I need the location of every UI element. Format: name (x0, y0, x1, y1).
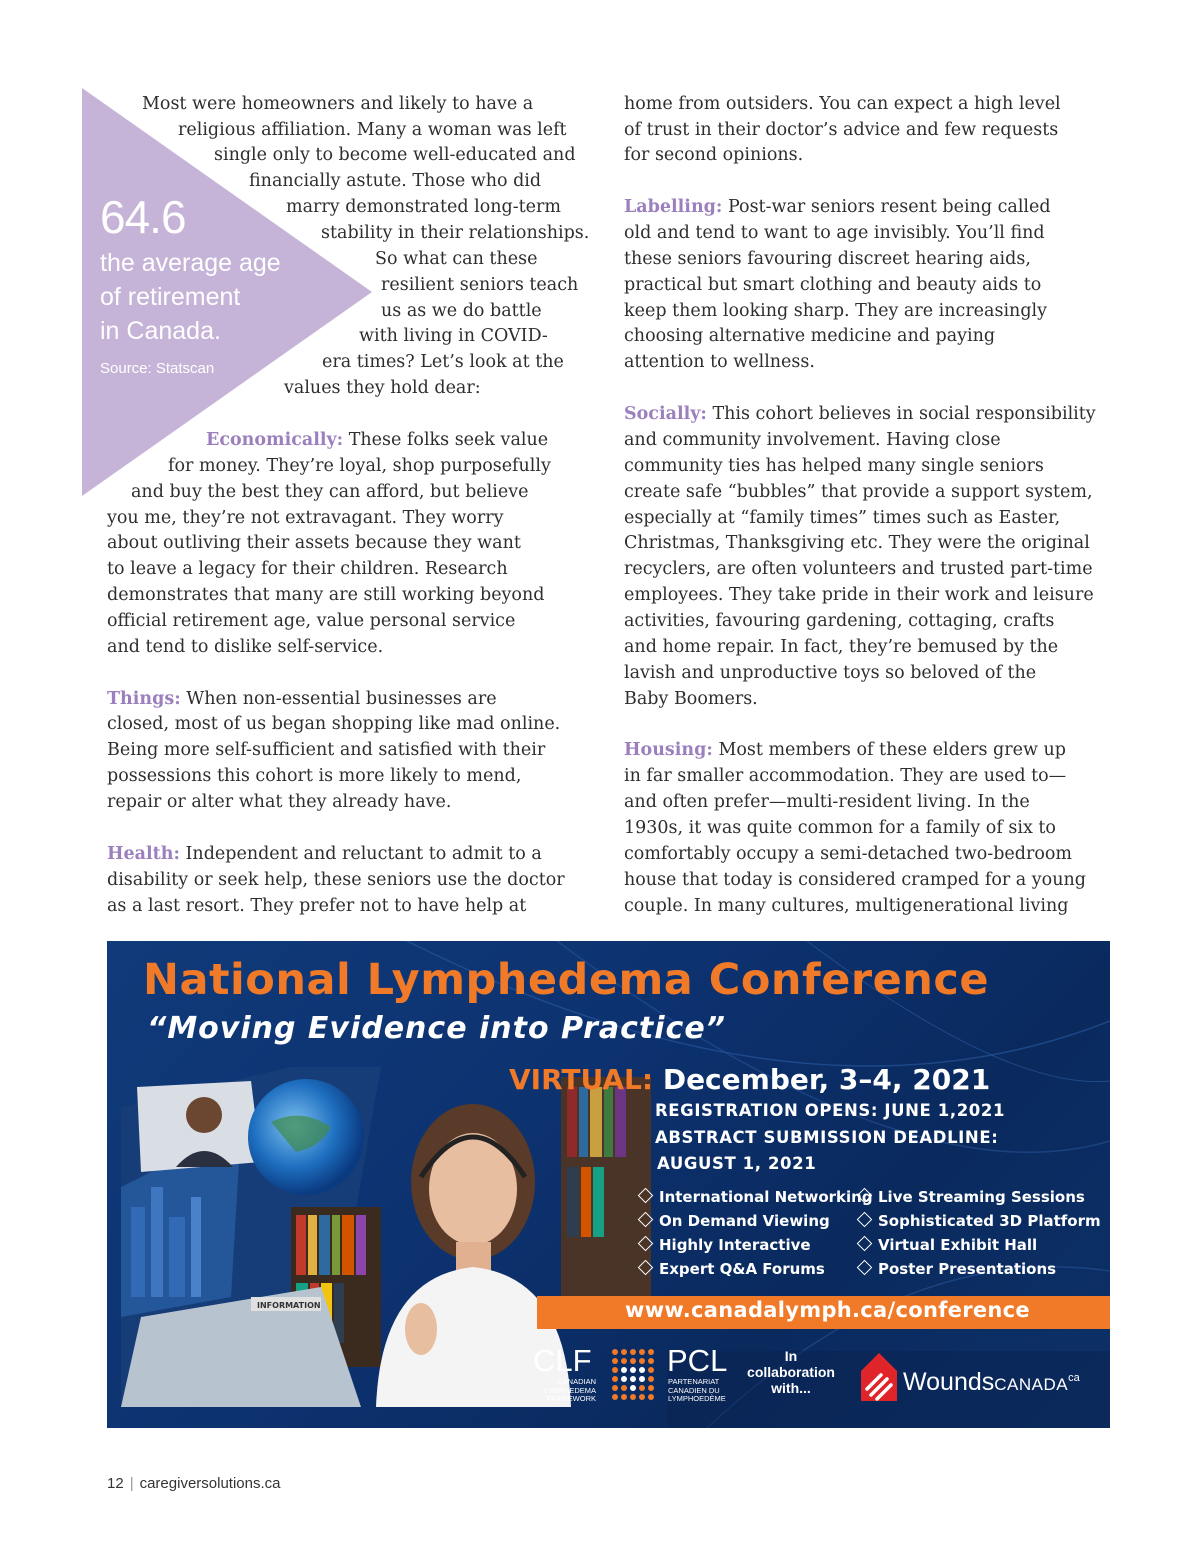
section-socially: Socially: This cohort believes in social responsibility (624, 404, 1096, 424)
section-label: Housing: (624, 740, 713, 760)
diamond-icon (638, 1212, 654, 1228)
section-label: Labelling: (624, 197, 723, 217)
body-line: employees. They take pride in their work and leisure (624, 585, 1094, 605)
stat-source: Source: Statscan (100, 360, 215, 377)
body-line: practical but smart clothing and beauty aids to (624, 275, 1042, 295)
body-line: marry demonstrated long-term (286, 197, 562, 217)
body-line: these seniors favouring discreet hearing aids, (624, 249, 1031, 269)
body-line: for second opinions. (624, 145, 804, 165)
section-health: Health: Independent and reluctant to admit to a (107, 844, 542, 864)
section-housing: Housing: Most members of these elders grew up (624, 740, 1066, 760)
body-line: and often prefer—multi-resident living. In the (624, 792, 1030, 812)
clf-logo-text: CANADIAN LYMPHEDEMA FRAMEWORK (544, 1377, 596, 1403)
feature-item: Sophisticated 3D Platform (859, 1212, 1101, 1230)
body-line: official retirement age, value personal service (107, 611, 516, 631)
body-line: with living in COVID- (359, 326, 548, 346)
conference-ad[interactable] (107, 941, 1110, 1428)
body-line: activities, favouring gardening, cottaging, crafts (624, 611, 1055, 631)
feature-item: Live Streaming Sessions (859, 1188, 1085, 1206)
svg-text:INFORMATION: INFORMATION (257, 1301, 321, 1310)
footer-site: caregiversolutions.ca (139, 1475, 281, 1492)
ad-registration: REGISTRATION OPENS: JUNE 1,2021 (655, 1101, 1006, 1120)
body-line: Most were homeowners and likely to have a (142, 94, 534, 114)
ad-subtitle: “Moving Evidence into Practice” (147, 1011, 726, 1046)
diamond-icon (857, 1212, 873, 1228)
body-line: 1930s, it was quite common for a family of six to (624, 818, 1056, 838)
section-label: Socially: (624, 404, 707, 424)
wounds-canada-icon (859, 1351, 899, 1403)
body-line: financially astute. Those who did (249, 171, 542, 191)
body-line: values they hold dear: (284, 378, 481, 398)
diamond-icon (638, 1260, 654, 1276)
section-labelling: Labelling: Post-war seniors resent being called (624, 197, 1051, 217)
diamond-icon (638, 1188, 654, 1204)
body-line: couple. In many cultures, multigenerational living (624, 896, 1069, 916)
stat-number: 64.6 (100, 191, 186, 243)
body-line: Baby Boomers. (624, 689, 758, 709)
clf-logo: CLF (533, 1343, 592, 1378)
body-line: as a last resort. They prefer not to have help at (107, 896, 527, 916)
body-line: resilient seniors teach (381, 275, 579, 295)
body-line: possessions this cohort is more likely to mend, (107, 766, 522, 786)
section-label: Things: (107, 689, 181, 709)
body-line: and community involvement. Having close (624, 430, 1001, 450)
body-line: recyclers, are often volunteers and trusted part-time (624, 559, 1093, 579)
stat-caption-line: of retirement (100, 283, 241, 311)
body-line: closed, most of us began shopping like mad online. (107, 714, 561, 734)
stat-caption-line: the average age (100, 249, 281, 277)
body-line: lavish and unproductive toys so beloved of the (624, 663, 1037, 683)
body-line: So what can these (375, 249, 538, 269)
body-line: and home repair. In fact, they’re bemused by the (624, 637, 1059, 657)
feature-item: On Demand Viewing (640, 1212, 830, 1230)
body-line: Being more self-sufficient and satisfied with their (107, 740, 546, 760)
feature-item: Expert Q&A Forums (640, 1260, 825, 1278)
body-line: repair or alter what they already have. (107, 792, 452, 812)
wounds-canada-logo: WoundsCANADA$^{ca}$ (903, 1368, 1080, 1396)
section-label: Economically: (206, 430, 344, 450)
section-label: Health: (107, 844, 180, 864)
body-line: you me, they’re not extravagant. They worry (107, 508, 504, 528)
feature-item: International Networking (640, 1188, 873, 1206)
body-line: stability in their relationships. (321, 223, 590, 243)
page-number: 12 (107, 1475, 124, 1492)
body-line: especially at “family times” times such as Easter, (624, 508, 1061, 528)
conference-url-link[interactable]: www.canadalymph.ca/conference (625, 1298, 1030, 1322)
body-line: us as we do battle (381, 301, 542, 321)
diamond-icon (857, 1188, 873, 1204)
body-line: demonstrates that many are still working beyond (107, 585, 545, 605)
body-line: and buy the best they can afford, but believe (131, 482, 529, 502)
body-line: to leave a legacy for their children. Research (107, 559, 508, 579)
section-things: Things: When non-essential businesses are (107, 689, 497, 709)
ad-title: National Lymphedema Conference (143, 955, 990, 1005)
body-line: create safe “bubbles” that provide a support system, (624, 482, 1093, 502)
body-line: single only to become well-educated and (214, 145, 576, 165)
feature-item: Virtual Exhibit Hall (859, 1236, 1037, 1254)
body-line: Christmas, Thanksgiving etc. They were the original (624, 533, 1090, 553)
body-line: era times? Let’s look at the (322, 352, 564, 372)
body-line: house that today is considered cramped for a young (624, 870, 1086, 890)
body-line: old and tend to want to age invisibly. You’ll find (624, 223, 1045, 243)
body-line: religious affiliation. Many a woman was left (178, 120, 567, 140)
body-line: of trust in their doctor’s advice and few requests (624, 120, 1059, 140)
ad-dates: VIRTUAL: December, 3–4, 2021 (509, 1063, 991, 1096)
body-line: in far smaller accommodation. They are used to— (624, 766, 1067, 786)
body-line: for money. They’re loyal, shop purposefully (168, 456, 551, 476)
feature-item: Highly Interactive (640, 1236, 811, 1254)
logo-dots (611, 1348, 655, 1404)
body-line: keep them looking sharp. They are increasingly (624, 301, 1048, 321)
section-economically: Economically: These folks seek value (206, 430, 549, 450)
diamond-icon (638, 1236, 654, 1252)
body-line: comfortably occupy a semi-detached two-bedroom (624, 844, 1072, 864)
body-line: community ties has helped many single seniors (624, 456, 1044, 476)
body-line: disability or seek help, these seniors use the doctor (107, 870, 565, 890)
pcl-logo: PCL (667, 1343, 728, 1378)
pcl-logo-text: PARTENARIAT CANADIEN DU LYMPHOEDÈME (668, 1377, 726, 1403)
stat-caption-line: in Canada. (100, 317, 221, 345)
body-line: attention to wellness. (624, 352, 815, 372)
ad-abstract-deadline: ABSTRACT SUBMISSION DEADLINE: (655, 1128, 999, 1147)
body-line: and tend to dislike self-service. (107, 637, 384, 657)
body-line: home from outsiders. You can expect a high level (624, 94, 1061, 114)
body-line: about outliving their assets because they want (107, 533, 521, 553)
ad-abstract-date: AUGUST 1, 2021 (657, 1154, 817, 1173)
diamond-icon (857, 1236, 873, 1252)
page-footer: 12 | caregiversolutions.ca (107, 1475, 281, 1492)
collaboration-text: In collaboration with... (747, 1348, 835, 1396)
body-line: choosing alternative medicine and paying (624, 326, 996, 346)
feature-item: Poster Presentations (859, 1260, 1056, 1278)
diamond-icon (857, 1260, 873, 1276)
